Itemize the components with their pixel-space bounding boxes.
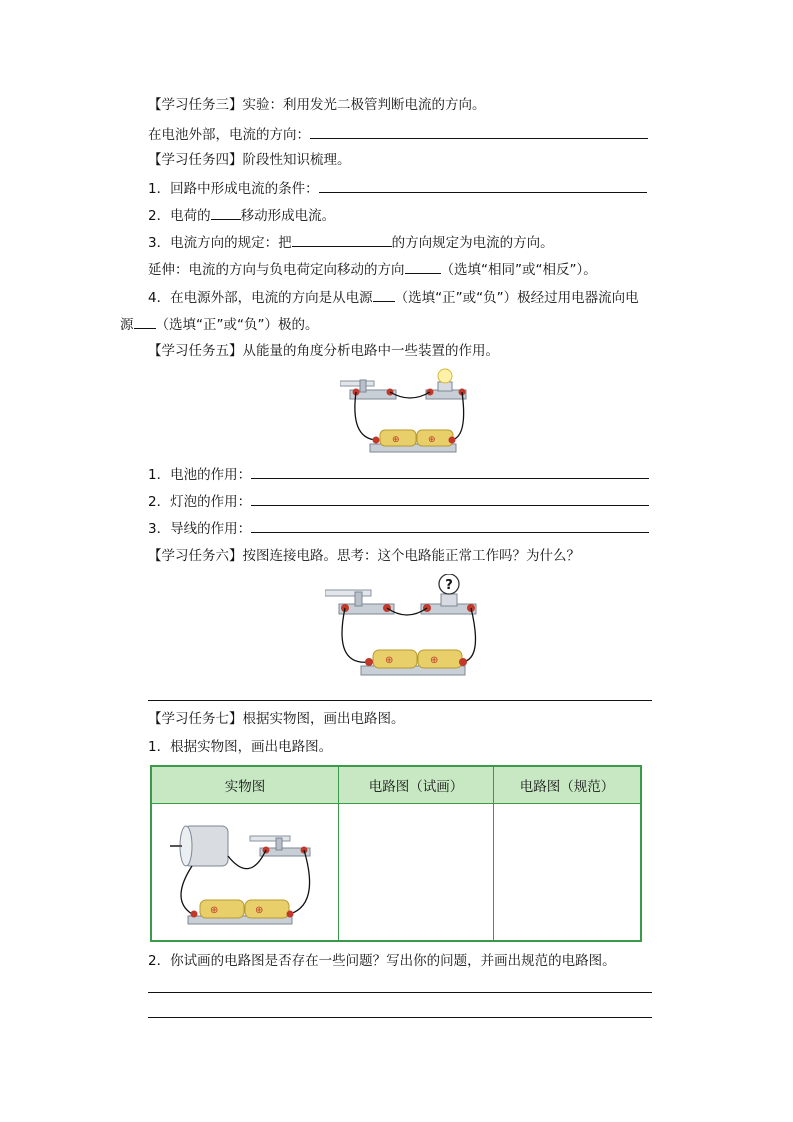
terminal: [191, 911, 198, 918]
circuit-figure-question: [325, 574, 490, 684]
task4-q4-b: （选填“正”或“负”）极经过用电器流向电: [394, 290, 639, 306]
physical-figure-cell: [151, 804, 339, 942]
task5-question-2: [148, 491, 649, 512]
switch-lever: [250, 836, 290, 841]
battery-plus-sign: ⊕: [430, 655, 439, 666]
task4-question-4: [148, 287, 639, 308]
table-header-row: [151, 766, 641, 804]
terminal: [459, 658, 467, 666]
terminal: [449, 437, 456, 444]
answer-blank[interactable]: [134, 314, 156, 329]
task4-q3-post: 的方向规定为电流的方向。: [391, 235, 554, 251]
answer-blank[interactable]: [319, 178, 647, 193]
answer-blank[interactable]: [310, 124, 648, 139]
task6-title: 【学习任务六】按图连接电路。思考：这个电路能正常工作吗？为什么？: [148, 548, 580, 564]
task3-question-1: [148, 124, 648, 145]
battery-plus-sign: ⊕: [428, 435, 436, 445]
circuit-figure-bulb: [340, 368, 475, 458]
task5-q1-label: 1．电池的作用：: [148, 467, 252, 483]
header-trial-diagram: 电路图（试画）: [339, 766, 494, 804]
battery-plus-sign: ⊕: [210, 905, 219, 916]
bulb-socket: [441, 594, 457, 606]
answer-blank[interactable]: [251, 464, 649, 479]
trial-diagram-cell[interactable]: [339, 804, 494, 942]
answer-line-1[interactable]: [148, 992, 652, 993]
task4-q1-label: 1．回路中形成电流的条件：: [148, 181, 319, 197]
task5-title: 【学习任务五】从能量的角度分析电路中一些装置的作用。: [148, 343, 499, 359]
terminal: [373, 437, 380, 444]
battery-plus-sign: ⊕: [392, 435, 400, 445]
battery-cell: [373, 650, 417, 668]
task4-q4-a: 4．在电源外部，电流的方向是从电源: [148, 290, 373, 306]
table-row: [151, 804, 641, 942]
motor-circuit-figure: [152, 804, 336, 940]
answer-blank[interactable]: [211, 205, 241, 220]
answer-line-2[interactable]: [148, 1017, 652, 1018]
battery-plus-sign: ⊕: [385, 655, 394, 666]
answer-blank[interactable]: [292, 232, 392, 247]
task5-q3-label: 3．导线的作用：: [148, 521, 252, 537]
header-standard-diagram: 电路图（规范）: [494, 766, 642, 804]
task4-q4-c: 源: [120, 317, 134, 333]
wire: [290, 850, 310, 914]
task4-ext-post: （选填“相同”或“相反”）。: [440, 262, 597, 278]
task7-question-1: 1．根据实物图，画出电路图。: [148, 739, 333, 755]
answer-blank[interactable]: [251, 491, 649, 506]
task4-extension: [148, 259, 597, 280]
task7-title: 【学习任务七】根据实物图，画出电路图。: [148, 711, 405, 727]
task4-q4-d: （选填“正”或“负”）极的。: [155, 317, 319, 333]
terminal: [365, 658, 373, 666]
battery-cell: [418, 650, 462, 668]
switch-lever: [340, 381, 374, 386]
question-mark: ?: [445, 578, 453, 593]
switch-pivot: [276, 838, 282, 850]
task4-question-1: [148, 178, 647, 199]
wire: [463, 608, 476, 662]
header-physical: 实物图: [151, 766, 339, 804]
battery-plus-sign: ⊕: [255, 905, 264, 916]
task3-q1-label: 在电池外部，电流的方向：: [148, 127, 310, 143]
task4-ext-pre: 延伸：电流的方向与负电荷定向移动的方向: [148, 262, 405, 278]
battery-cell: [200, 900, 244, 918]
switch-lever: [325, 590, 371, 596]
task5-q2-label: 2．灯泡的作用：: [148, 494, 252, 510]
switch-pivot: [360, 380, 366, 392]
task7-question-2: 2．你试画的电路图是否存在一些问题？写出你的问题，并画出规范的电路图。: [148, 953, 616, 969]
task5-question-1: [148, 464, 649, 485]
standard-diagram-cell[interactable]: [494, 804, 642, 942]
answer-blank[interactable]: [405, 259, 441, 274]
answer-blank[interactable]: [251, 518, 649, 533]
task3-title: 【学习任务三】实验：利用发光二极管判断电流的方向。: [148, 97, 486, 113]
task4-title: 【学习任务四】阶段性知识梳理。: [148, 152, 351, 168]
task4-q2-pre: 2．电荷的: [148, 208, 211, 224]
circuit-drawing-table: [150, 765, 642, 942]
battery-cell: [245, 900, 289, 918]
wire: [181, 866, 192, 914]
terminal: [287, 911, 294, 918]
task4-q2-post: 移动形成电流。: [240, 208, 336, 224]
task4-question-2: [148, 205, 335, 226]
switch-pivot: [355, 592, 362, 606]
task5-question-3: [148, 518, 649, 539]
task6-answer-line[interactable]: [148, 700, 652, 701]
task4-q3-pre: 3．电流方向的规定：把: [148, 235, 292, 251]
answer-blank[interactable]: [373, 287, 395, 302]
task4-question-4-cont: [120, 314, 318, 335]
bulb-glass: [438, 369, 452, 383]
wire: [342, 608, 369, 662]
task4-question-3: [148, 232, 554, 253]
